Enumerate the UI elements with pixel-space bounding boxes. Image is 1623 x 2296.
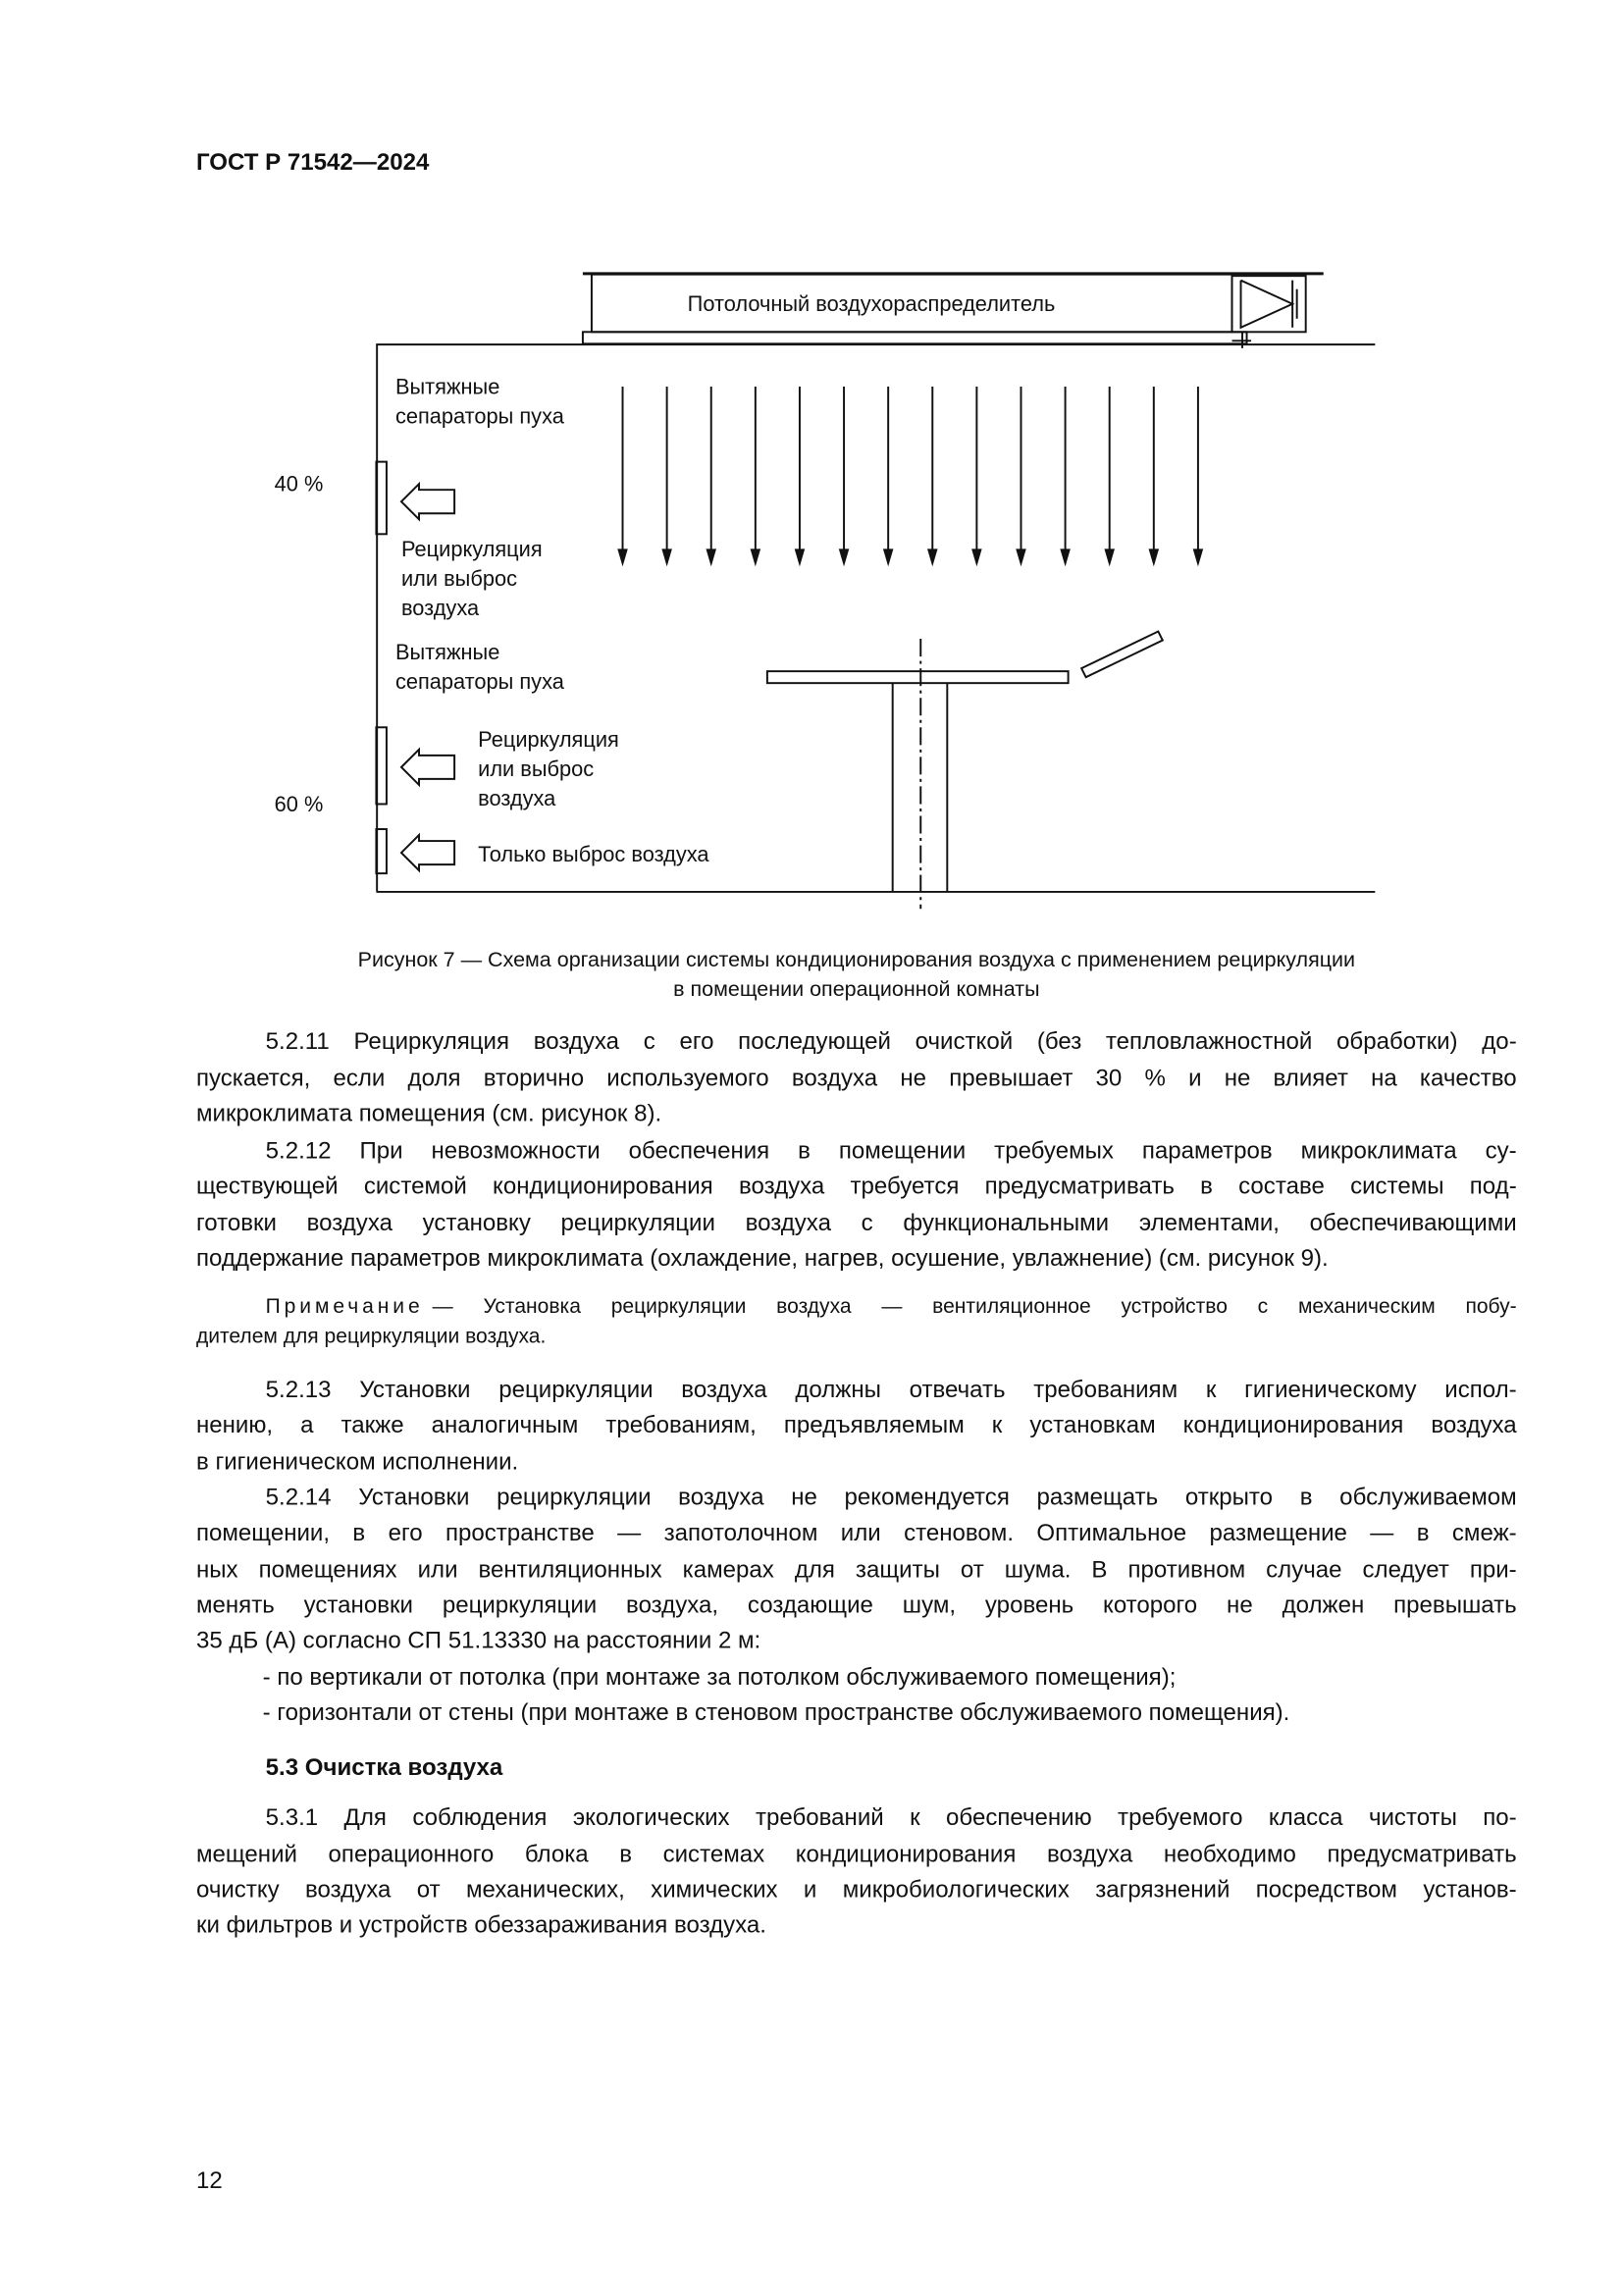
bullet-item: - горизонтали от стены (при монтаже в стеновом пространстве обслуживаемого помещения). [262, 1700, 1290, 1727]
outlet-arrow-icon [401, 835, 454, 870]
arrowhead-icon [927, 548, 938, 566]
page-number: 12 [195, 2168, 223, 2194]
note-line-2: дителем для рециркуляции воздуха. [195, 1323, 547, 1347]
operating-table-top [767, 671, 1069, 683]
paragraph-5-2-12-line: ществующей системой кондиционирования воздуха требуется предусматривать в составе системы под- [195, 1174, 1517, 1200]
lower-percent: 60 % [274, 791, 324, 816]
paragraph-5-2-11-line: пускается, если доля вторично используемого воздуха не превышает 30 % и не влияет на качество [195, 1067, 1517, 1092]
lower-outlet-label-2: или выброс [478, 756, 595, 781]
paragraph-5-2-11-line: микроклимата помещения (см. рисунок 8). [195, 1102, 662, 1127]
paragraph-5-2-14-line: 5.2.14 Установки рециркуляции воздуха не рекомендуется размещать открыто в обслуживаемом [265, 1486, 1517, 1511]
note-text: — Установка рециркуляции воздуха — вентиляционное устройство с механическим побу- [432, 1293, 1517, 1318]
note-label: Примечание [265, 1293, 424, 1318]
lower-separators-label-1: Вытяжные [394, 640, 500, 665]
arrowhead-icon [971, 548, 982, 566]
paragraph-5-2-12-line: готовки воздуха установку рециркуляции воздуха с функциональными элементами, обеспечивающими [195, 1211, 1517, 1237]
paragraph-5-3-1-line: мещений операционного блока в системах кондиционирования воздуха необходимо предусматривать [195, 1842, 1517, 1868]
upper-outlet-label-3: воздуха [400, 596, 480, 621]
bullet-item: - по вертикали от потолка (при монтаже за потолком обслуживаемого помещения); [262, 1665, 1177, 1692]
paragraph-5-3-1-line: 5.3.1 Для соблюдения экологических требований к обеспечению требуемого класса чистоты по- [265, 1805, 1517, 1831]
paragraph-5-2-14-line: 35 дБ (А) согласно СП 51.13330 на расстоянии 2 м: [195, 1628, 761, 1654]
paragraph-5-2-14-line: ных помещениях или вентиляционных камерах для защиты от шума. В противном случае следует при- [195, 1557, 1517, 1584]
lower-separators-label-2: сепараторы пуха [394, 669, 564, 695]
arrowhead-icon [1193, 548, 1204, 566]
figure-7-diagram [0, 0, 1623, 944]
arrowhead-icon [1149, 548, 1160, 566]
paragraph-5-2-12-line: 5.2.12 При невозможности обеспечения в помещении требуемых параметров микроклимата су- [265, 1138, 1517, 1165]
upper-separators-label-1: Вытяжные [394, 374, 500, 399]
upper-outlet-label-1: Рециркуляция [400, 536, 543, 561]
arrowhead-icon [839, 548, 850, 566]
outlet-arrow-icon [401, 484, 454, 519]
paragraph-5-3-1-line: очистку воздуха от механических, химических и микробиологических загрязнений посредством установ- [195, 1878, 1517, 1904]
figure-caption-line-1: Рисунок 7 — Схема организации системы кондиционирования воздуха с применением рециркуляции [357, 948, 1356, 972]
upper-outlet-label-2: или выброс [400, 565, 517, 591]
paragraph-5-2-13-line: 5.2.13 Установки рециркуляции воздуха должны отвечать требованиям к гигиеническому испол- [265, 1378, 1517, 1403]
paragraph-5-2-12-line: поддержание параметров микроклимата (охлаждение, нагрев, осушение, увлажнение) (см. рисунок 9). [195, 1246, 1329, 1273]
paragraph-5-2-11-line: 5.2.11 Рециркуляция воздуха с его последующей очисткой (без тепловлажностной обработки) до- [265, 1029, 1517, 1056]
exhaust-only-label: Только выброс воздуха [478, 842, 709, 867]
arrowhead-icon [661, 548, 672, 566]
surgical-lamp [1081, 632, 1163, 678]
arrowhead-icon [1104, 548, 1115, 566]
arrowhead-icon [1060, 548, 1071, 566]
figure-caption-line-2: в помещении операционной комнаты [673, 977, 1040, 1002]
lower-outlet-label-3: воздуха [478, 785, 556, 810]
arrowhead-icon [883, 548, 894, 566]
paragraph-5-2-14-line: помещении, в его пространстве — запотолочном или стеновом. Оптимальное размещение — в смеж- [195, 1521, 1517, 1546]
paragraph-5-2-14-line: менять установки рециркуляции воздуха, создающие шум, уровень которого не должен превышать [195, 1592, 1517, 1619]
airflow-arrows [617, 387, 1203, 566]
arrowhead-icon [617, 548, 628, 566]
arrowhead-icon [795, 548, 806, 566]
arrowhead-icon [706, 548, 716, 566]
arrowhead-icon [1016, 548, 1026, 566]
distributor-label: Потолочный воздухораспределитель [687, 291, 1056, 317]
outlet-arrow-icon [401, 750, 454, 785]
arrowhead-icon [751, 548, 761, 566]
upper-percent: 40 % [274, 471, 324, 496]
paragraph-5-2-13-line: в гигиеническом исполнении. [195, 1450, 519, 1476]
upper-separators-label-2: сепараторы пуха [394, 403, 564, 429]
lower-outlet-label-1: Рециркуляция [478, 726, 619, 752]
paragraph-5-2-13-line: нению, а также аналогичным требованиям, предъявляемым к установкам кондиционирования воздуха [195, 1413, 1517, 1439]
note-line-1 [266, 1291, 1517, 1321]
document-header: ГОСТ Р 71542—2024 [195, 150, 430, 176]
section-heading-5-3: 5.3 Очистка воздуха [265, 1755, 503, 1781]
paragraph-5-3-1-line: ки фильтров и устройств обеззараживания воздуха. [195, 1913, 766, 1939]
